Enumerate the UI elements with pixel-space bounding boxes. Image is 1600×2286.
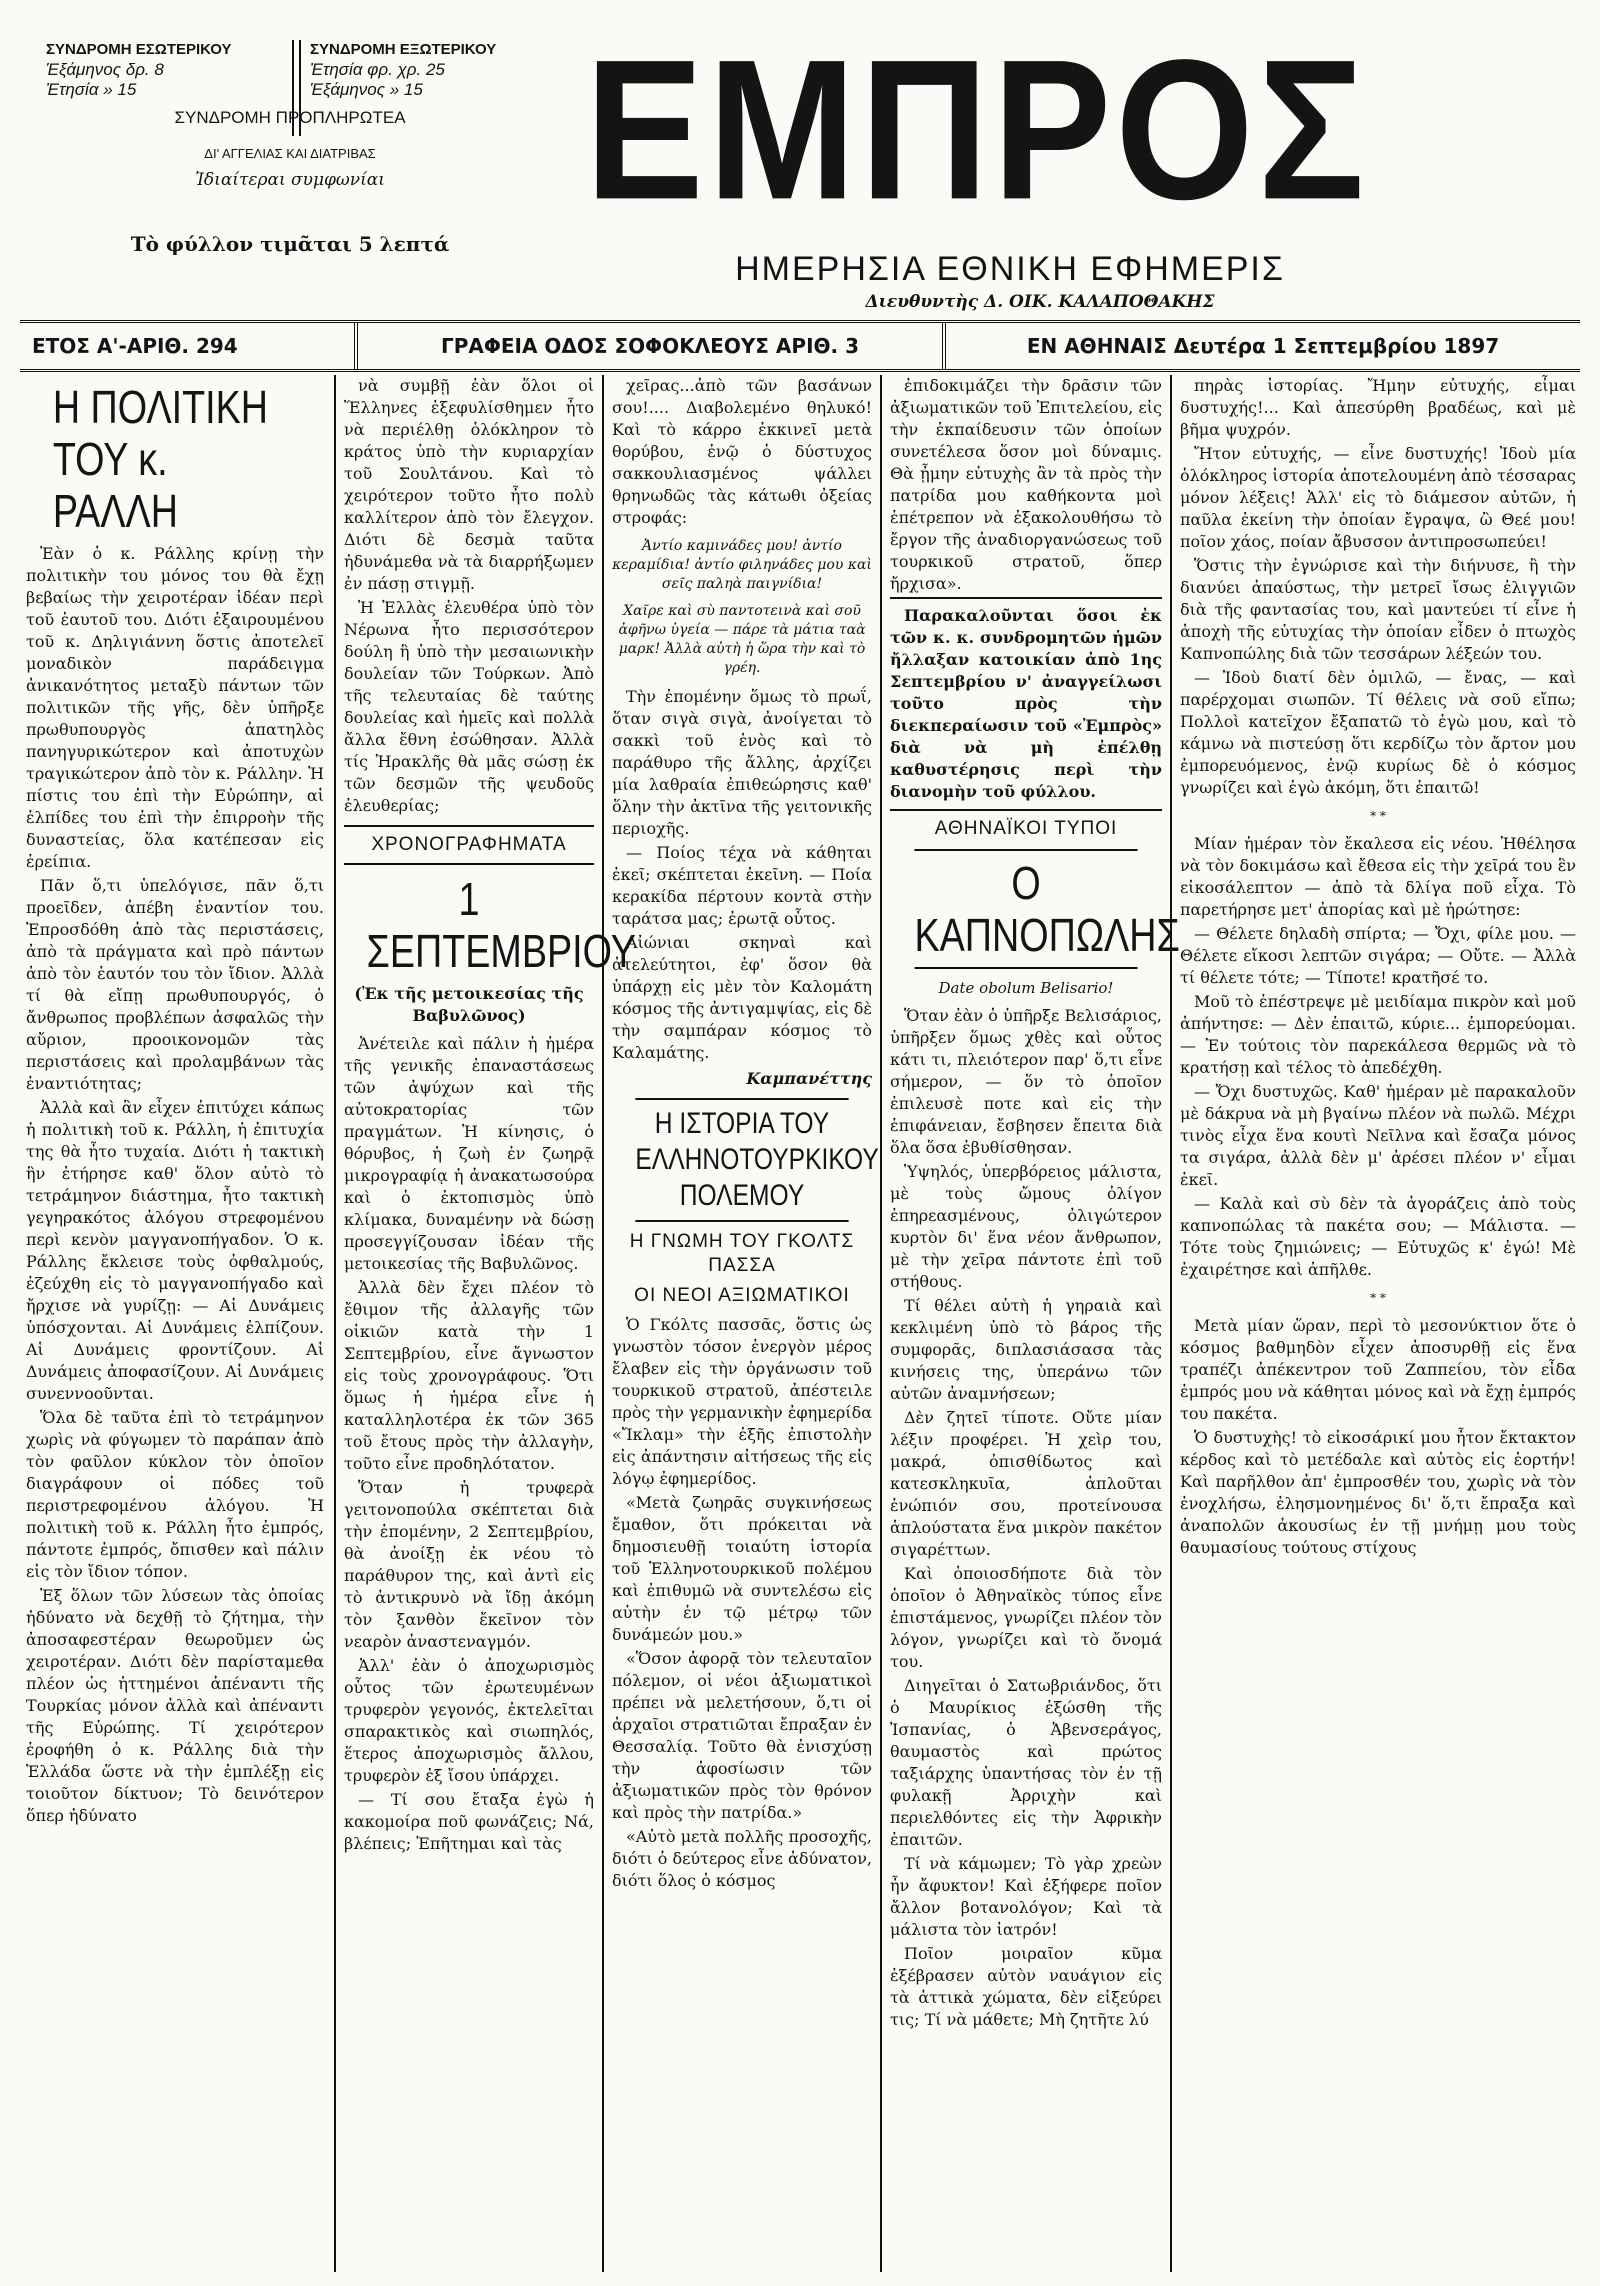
masthead-tagline: ΗΜΕΡΗΣΙΑ ΕΘΝΙΚΗ ΕΦΗΜΕΡΙΣ [735, 250, 1285, 288]
subscriber-notice: Παρακαλοῦνται ὅσοι ἐκ τῶν κ. κ. συνδρομητῶν ἡμῶν ἤλλαξαν κατοικίαν ἀπὸ 1ης Σεπτεμβρίου ν' ἀναγγείλωσι τοῦτο πρὸς τὴν διεκπεραίωσιν τοῦ «Ἐμπρὸς» διὰ νὰ μὴ ἐπέλθῃ καθυστέρησις περὶ τὴν διανομὴν τοῦ φύλλου. [890, 597, 1162, 811]
masthead-title: ΕΜΠΡΟΣ [585, 18, 1369, 241]
subscription-domestic [46, 40, 278, 100]
domestic-year: Ἐτησία » 15 [46, 80, 137, 99]
article-paragraph: Διηγεῖται ὁ Σατωβριάνδος, ὅτι ὁ Μαυρίκιος ἐξώσθη τῆς Ἰσπανίας, ὁ Ἀβενσεράγος, θαυμαστὸς καὶ πρώτος ταξιάρχης ὑπαντήσας τὸν ἐν τῇ φυλακῇ Ἀρριχὴν καὶ περιελθόντες εἰς τὴν Ἀφρικὴν ἐπαιτῶν. [890, 1676, 1162, 1849]
column-rule [1170, 375, 1172, 2272]
article-paragraph: Τὴν ἐπομένην ὅμως τὸ πρωΐ, ὅταν σιγὰ σιγὰ, ἀνοίγεται τὸ σακκὶ τοῦ ἑνὸς καὶ τὸ παράθυρο τῆς ἄλλης, ἀρχίζει μία λαθραία ἐπιθεώρησις καθ' ὅλην τὴν ἀκτῖνα τῆς γειτονικῆς περιοχῆς. [612, 687, 872, 838]
article-headline-ralli: Η ΠΟΛΙΤΙΚΗ ΤΟΥ κ. ΡΑΛΛΗ [52, 381, 269, 537]
foreign-title: ΣΥΝΔΡΟΜΗ ΕΞΩΤΕΡΙΚΟΥ [310, 41, 497, 58]
domestic-title: ΣΥΝΔΡΟΜΗ ΕΣΩΤΕΡΙΚΟΥ [46, 41, 232, 58]
article-paragraph: Ἀλλὰ καὶ ἂν εἶχεν ἐπιτύχει κάπως ἡ πολιτικὴ τοῦ κ. Ράλλη, ἡ ἐπιτυχία της θὰ ἦτο τυχαία. Διότι ἡ τακτικὴ ἣν ἐτήρησε καθ' ὅλον αὐτὸ τὸ τετράμηνον διάστημα, ἦτο τακτικὴ γεγηρακότος ἀλόγου στρεφομένου περὶ κενὸν μαγγανοπήγαδον. Ὁ κ. Ράλλης ἔκλεισε τοὺς ὀφθαλμούς, ἐζεύχθη εἰς τὸ μαγγανοπήγαδο καὶ ἤρχισε νὰ γυρίζῃ: — Αἱ Δυνάμεις ὑπόσχονται. Αἱ Δυνάμεις ἐλπίζουν. Αἱ Δυνάμεις φροντίζουν. Αἱ Δυνάμεις ἀποφασίζουν. Αἱ Δυνάμεις συνεννοοῦνται. [26, 1098, 324, 1403]
article-paragraph: Ὁ Γκόλτς πασσᾶς, ὅστις ὡς γνωστὸν τόσον ἐνεργὸν μέρος ἔλαβεν εἰς τὴν ὀργάνωσιν τοῦ τουρκικοῦ στρατοῦ, ἀπέστειλε πρὸς τὴν γερμανικὴν ἐφημερίδα «Ἴκλαμ» τὴν ἐξῆς ἐπιστολὴν εἰς ἀπάντησιν αἰτήσεως τῆς εἰς λόγῳ ἐφημερίδος. [612, 1315, 872, 1488]
article-paragraph: Ἀλλὰ δὲν ἔχει πλέον τὸ ἔθιμον τῆς ἀλλαγῆς τῶν οἰκιῶν κατὰ τὴν 1 Σεπτεμβρίου, εἶνε ἄγνωστον εἰς τοὺς χρονογράφους. Ὅτι ὅμως ἡ ἡμέρα εἶνε ἡ καταλληλοτέρα ἐκ τῶν 365 τοῦ ἔτους πρὸς τὴν ἀλλαγὴν, τοῦτο εἶνε προδηλότατον. [344, 1278, 594, 1473]
article-paragraph: πηρὰς ἱστορίας. Ἤμην εὐτυχής, εἶμαι δυστυχής!... Καὶ ἀπεσύρθη βραδέως, καὶ μὲ βῆμα ψυχρόν. [1180, 376, 1576, 439]
article-paragraph: — Ὄχι δυστυχῶς. Καθ' ἡμέραν μὲ παρακαλοῦν μὲ δάκρυα νὰ μὴ βγαίνω πλέον νὰ πωλῶ. Μέχρι τινὸς εἶχα ἕνα κουτὶ Νεῖλνα καὶ ἔσαζα μόνος τα σιγάρα, ἀλλὰ δὲν μ' ἀρέσει πλέον ν' εἶμαι ἐκεῖ. [1180, 1082, 1576, 1189]
author-signature: Καμπανέττης [746, 1069, 872, 1088]
foreign-year: Ἐτησία φρ. χρ. 25 [310, 60, 445, 79]
article-subhead-officers: ΟΙ ΝΕΟΙ ΑΞΙΩΜΑΤΙΚΟΙ [634, 1285, 850, 1306]
section-separator: * * [1370, 1291, 1386, 1305]
price-note: Τὸ φύλλον τιμᾶται 5 λεπτά [130, 232, 450, 256]
article-paragraph: Ἀλλ' ἐὰν ὁ ἀποχωρισμὸς οὗτος τῶν ἐρωτευμένων τρυφερὸν γεγονός, ἐκτελεῖται σπαρακτικὸς καὶ σιωπηλός, ἕτερος ἀποχωρισμὸς ἄλλου, τρυφερὸν ἐξ ἴσου ὑπάρχει. [344, 1656, 594, 1785]
agreement-note: Ἰδιαίτεραι συμφωνίαι [195, 170, 385, 190]
article-paragraph: «Ὅσον ἀφορᾷ τὸν τελευταῖον πόλεμον, οἱ νέοι ἀξιωματικοὶ πρέπει νὰ μελετήσουν, ὅ,τι οἱ ἀρχαῖοι στρατιῶται ἔπραξαν ἐν Θεσσαλίᾳ. Τοῦτο θὰ ἐνισχύσῃ τὴν ἀφοσίωσιν τῶν ἀξιωματικῶν πρὸς τὸν θρόνον καὶ πρὸς τὴν πατρίδα.» [612, 1649, 872, 1822]
masthead-director: Διευθυντὴς Δ. ΟΙΚ. ΚΑΛΑΠΟΘΑΚΗΣ [865, 292, 1215, 312]
masthead [585, 18, 1369, 241]
section-athenian-types: ΑΘΗΝΑΪΚΟΙ ΤΥΠΟΙ [934, 818, 1118, 839]
article-paragraph: Ὁ δυστυχὴς! τὸ εἰκοσάρικί μου ἦτον ἔκτακτον κέρδος καὶ τὸ μετέδαλε καὶ αὐτὸς εἰς ἑορτήν! Καὶ παρῆλθον ἀπ' ἐμπροσθέν του, χωρὶς νὰ τὸν ἐνοχλήσω, ἐλησμονημένος δι' ὅ,τι ἔπραξα καὶ ἀναπολῶν ἀκουσίως ἐν τῇ μνήμῃ μου τοὺς θαυμασίους τούτους στίχους [1180, 1428, 1576, 1557]
dialogue-block: — Θέλετε δηλαδὴ σπίρτα; — Ὄχι, φίλε μου. — Θέλετε εἴκοσι λεπτῶν σιγάρα; — Οὔτε. — Ἀλλὰ τί θέλετε τότε; — Τίποτε! κρατῆσέ το. [1180, 924, 1576, 987]
article-paragraph: — Τί σου ἔταξα ἐγὼ ἡ κακομοίρα ποῦ φωνάζεις; Νά, βλέπεις; Ἐπῆτημαι καὶ τὰς [344, 1790, 594, 1853]
article-paragraph: Ἡ Ἑλλὰς ἐλευθέρα ὑπὸ τὸν Νέρωνα ἦτο περισσότερον δούλη ἢ ὑπὸ τὴν μεσαιωνικὴν δουλείαν τῶν Τούρκων. Ἀπὸ τῆς τελευταίας δὲ ταύτης δουλείας καὶ ἡμεῖς καὶ πολλὰ ἄλλα ἔθνη ἐσώθησαν. Ἀλλὰ τίς Ἡρακλῆς θὰ μᾶς σώσῃ ἐκ τῶν δεσμῶν τῆς ψευδοῦς ἐλευθερίας; [344, 598, 594, 815]
poem-verse: Χαῖρε καὶ σὺ παντοτεινὰ καὶ σοῦ ἀφῆνω ὑγεία — πάρε τὰ μάτια ταὰ μαρκ! Ἀλλὰ αὐτὴ ἡ ὥρα τὴν καὶ τὸ γρέη. [618, 603, 866, 676]
article-paragraph: Τί θέλει αὐτὴ ἡ γηραιὰ καὶ κεκλιμένη ὑπὸ τὸ βάρος τῆς συμφορᾶς, διπλασιάσασα τὰς κινήσεις της, ὑπεράνω τῶν αὐτῶν ἀναμνήσεων; [890, 1296, 1162, 1403]
domestic-half-year: Ἑξάμηνος δρ. 8 [46, 60, 164, 79]
article-paragraph: Μοῦ τὸ ἐπέστρεψε μὲ μειδίαμα πικρὸν καὶ μοῦ ἀπήντησε: — Δὲν ἐπαιτῶ, κύριε... ἐμπορεύομαι. — Ἐν τούτοις τὸν παρεκάλεσα θερμῶς νὰ τὸ κρατήσῃ καὶ τέλος τὸ ἀπεδέχθη. [1180, 992, 1576, 1077]
article-headline-tobacconist: Ο ΚΑΠΝΟΠΩΛΗΣ [914, 849, 1137, 969]
column-rule [602, 375, 604, 2272]
subscription-prepaid: ΣΥΝΔΡΟΜΗ ΠΡΟΠΛΗΡΩΤΕΑ [174, 108, 406, 127]
issue-number: ΕΤΟΣ Α'-ΑΡΙΘ. 294 [32, 334, 238, 358]
column-1 [26, 375, 324, 2272]
article-paragraph: Ἐξ ὅλων τῶν λύσεων τὰς ὁποίας ἠδύνατο νὰ δεχθῇ τὸ ζήτημα, τὴν ἀποσαφεστέραν θεωροῦμεν ὡς χειροτέραν. Διότι δὲν παρίσταμεθα πλέον ὡς ἡττημένοι ἀπέναντι τῆς Τουρκίας μόνον ἀλλὰ καὶ ἀπέναντι τῆς Εὐρώπης. Τί χειρότερον ἐροφήθη ὁ κ. Ράλλης διὰ τὴν Ἑλλάδα ὥστε νὰ τὴν ἐμπλέξῃ εἰς τοιοῦτον δίκτυον; Τὸ δεινότερον ὅπερ ἠδύνατο [26, 1586, 324, 1825]
poem-verse: Ἀντίο καμινάδες μου! ἀντίο κεραμίδια! ἀντίο φιληνάδες μου καὶ σεῖς παληὰ παιγνίδια! [612, 538, 872, 592]
article-paragraph: Ποῖον μοιραῖον κῦμα ἐξέβρασεν αὐτὸν ναυάγιον εἰς τὰ ἀττικὰ χώματα, δὲν εἰξεύρει τις; Τί νὰ μάθετε; Μὴ ζητῆτε λύ [890, 1944, 1162, 2029]
article-paragraph: — Ἰδοὺ διατί δὲν ὁμιλῶ, — ἔνας, — καὶ παρέρχομαι σιωπῶν. Τί θέλεις νὰ σοῦ εἴπω; Πολλοὶ κατεῖχον ἔξαπατῶ τὸ ἐγὼ μου, καὶ τὸ κάμνω νὰ πιστεύσῃ ὅτι κερδίζω τὸν ἄρτον μου ἐμπορευόμενος, ἐνῷ κυρίως δὲ ὁ κόσμος γνωρίζει καὶ ἐγὼ ἀκόμη, ὅτι ἐπαιτῶ! [1180, 668, 1576, 797]
article-paragraph: Ἤτον εὐτυχής, — εἶνε δυστυχής! Ἰδοὺ μία ὁλόκληρος ἱστορία ἀποτελουμένη ἀπὸ τέσσαρας μόνον λέξεις! Ἀλλ' εἰς τὸ διάμεσον αὐτῶν, ἡ παῦλα ἐκείνη τὴν ὁποίαν ἔγραψα, ὢ Θεέ μου! ποῖον χάος, ποίαν ἄβυσσον ἀντιπροσωπεύει! [1180, 444, 1576, 551]
section-chronographimata: ΧΡΟΝΟΓΡΑΦΗΜΑΤΑ [344, 825, 594, 865]
article-paragraph: Καὶ ὁποιοσδήποτε διὰ τὸν ὁποῖον ὁ Ἀθηναϊκὸς τύπος εἶνε ἐπιστάμενος, γνωρίζει πλέον τὸν λόγον, γνωρίζει καὶ τὸ ὄνομά του. [890, 1564, 1162, 1671]
article-paragraph: Ὑψηλός, ὑπερβόρειος μάλιστα, μὲ τοὺς ὤμους ὀλίγον ἐπηρεασμένους, ὀλιγώτερον κυρτὸν δι' ἕνα νέον ἄνθρωπον, μὲ τὴν χεῖρα πάντοτε ἐπὶ τοῦ στήθους. [890, 1162, 1162, 1291]
article-paragraph: Ἀνέτειλε καὶ πάλιν ἡ ἡμέρα τῆς γενικῆς ἐπαναστάσεως τῶν ἀψύχων καὶ τῆς αὐτοκρατορίας τῶν πραγμάτων. Ἡ κίνησις, ὁ θόρυβος, ἡ ζωὴ ἐν ζωηρᾷ μικρογραφίᾳ ἡ ἀνακατωσούρα καὶ ὁ ἐκτοπισμὸς ὑπὸ κλίμακα, δυναμένην νὰ δώσῃ προσεγγίζουσαν ἰδέαν τῆς μετοικεσίας τῆς Βαβυλῶνος. [344, 1034, 594, 1273]
article-paragraph: Δὲν ζητεῖ τίποτε. Οὔτε μίαν λέξιν προφέρει. Ἡ χεὶρ του, μακρά, ὀπισθίδωτος καὶ κατεσκληκυῖα, ἁπλοῦται ἐνώπιόν σου, προτείνουσα ἁπλούστατα ἕνα μικρὸν πακέτον σιγαρέττων. [890, 1408, 1162, 1559]
issue-date: ΕΝ ΑΘΗΝΑΙΣ Δευτέρα 1 Σεπτεμβρίου 1897 [942, 323, 1580, 369]
article-paragraph: Ὅταν ἐὰν ὁ ὑπῆρξε Βελισάριος, ὑπῆρξεν ὅμως χθὲς καὶ οὗτος κάτι τι, πλειότερον παρ' ὅ,τι εἶνε σήμερον, — ὅν τὸ ὁποῖον ἐπιλευσὲ ποτε καὶ εἰς τὴν ἐπιφάνειαν, ἔσβησεν ἔπειτα διὰ ὅλα ὅσα ἐβυθίσθησαν. [890, 1006, 1162, 1157]
column-5 [1180, 375, 1576, 2272]
column-3 [612, 375, 879, 2272]
info-bar [20, 320, 1580, 372]
column-rule [334, 375, 336, 2272]
article-subhead-goltz: Η ΓΝΩΜΗ ΤΟΥ ΓΚΟΛΤΣ ΠΑΣΣΑ [629, 1231, 855, 1276]
article-headline-september: 1 ΣΕΠΤΕΜΒΡΙΟΥ [366, 873, 636, 977]
ads-note: ΔΙ' ΑΓΓΕΛΙΑΣ ΚΑΙ ΔΙΑΤΡΙΒΑΣ [204, 146, 376, 161]
article-headline-war-history: Η ΙΣΤΟΡΙΑ ΤΟΥ ΕΛΛΗΝΟΤΟΥΡΚΙΚΟΥ ΠΟΛΕΜΟΥ [635, 1098, 848, 1222]
article-paragraph: νὰ συμβῇ ἐὰν ὅλοι οἱ Ἕλληνες ἐξεφυλίσθημεν ἦτο νὰ περιέλθῃ ὁλόκληρον τὸ κράτος ὑπὸ τὴν κυριαρχίαν τοῦ Σουλτάνου. Καὶ τὸ χειρότερον τοῦτο ἦτο πολὺ καλλίτερον ἀπὸ τὸν ἔλεγχον. Διότι δὲ δεσμὰ ταῦτα ἠδυνάμεθα νὰ τὰ διαρρήξωμεν ἐν πάσῃ στιγμῇ. [344, 376, 594, 593]
column-4 [890, 375, 1180, 2272]
article-paragraph: «Μετὰ ζωηρᾶς συγκινήσεως ἔμαθον, ὅτι πρόκειται νὰ δημοσιευθῇ τοιαύτη ἱστορία τοῦ Ἑλληνοτουρκικοῦ πολέμου καὶ ἐπιθυμῶ νὰ συντελέσω εἰς αὐτὴν ἐν τῷ μέτρῳ τῶν δυνάμεών μου.» [612, 1493, 872, 1644]
article-paragraph: Ἐὰν ὁ κ. Ράλλης κρίνῃ τὴν πολιτικὴν του μόνος του θὰ ἔχῃ βεβαίως τὴν χειροτέραν ἰδέαν περὶ τοῦ ἑαυτοῦ του. Διότι ἐξαιρουμένου τοῦ κ. Δηλιγιάννη ὅστις ἀποτελεῖ μοναδικὸν παράδειγμα ἀνικανότητος μεταξὺ πάντων τῶν πολιτικῶν τῆς γῆς, δὲν ὑπῆρξε πρωθυπουργὸς ἀπατηλὸς πανηγυρικώτερον καὶ ἀποτυχὼν τραγικώτερον ἀπὸ τὸν κ. Ράλλην. Ἡ πίστις του ἐπὶ τὴν Εὐρώπην, αἱ ἐλπίδες του ἐπὶ τὴν ἐπιρροὴν τῆς δυναστείας, ὅλα κατέπεσαν εἰς ἐρείπια. [26, 544, 324, 871]
article-paragraph: — Ποίος τέχα νὰ κάθηται ἐκεῖ; σκέπτεται ἐκεῖνη. — Ποία κερακίδα πέρτουν κοντὰ στὴν ταράτσα μας; ἐρωτᾷ οὗτος. [612, 843, 872, 928]
article-paragraph: Ὅταν ἡ τρυφερὰ γειτονοπούλα σκέπτεται διὰ τὴν ἐπομένην, 2 Σεπτεμβρίου, θὰ ἀνοίξῃ ἐκ νέου τὸ παράθυρον της, καὶ ἀντὶ εἰς τὸ ἀντικρυνὸ νὰ ἴδῃ ἀκόμη τὸν ξανθὸν ἔκεῖνον τὸν νεαρὸν ἀναστεναγμόν. [344, 1478, 594, 1651]
article-paragraph: Μίαν ἡμέραν τὸν ἔκαλεσα εἰς νέου. Ἠθέλησα νὰ τὸν δοκιμάσω καὶ ἔθεσα εἰς τὴν χεῖρά του ἓν εἰκοσάλεπτον — ἀπὸ τὰ δλίγα ποῦ εἶχα. Τὸ παρετήρησε μετ' ἀπορίας καὶ μὲ ἠρώτησε: [1180, 834, 1576, 919]
article-paragraph: Τί νὰ κάμωμεν; Τὸ γὰρ χρεὼν ἦν ἄφυκτον! Καὶ ἐξήφερε ποῖον ἄλλον βοτανολόγον; Καὶ τὰ μάλιστα τὸν ἰατρόν! [890, 1854, 1162, 1939]
article-paragraph: «Αὐτὸ μετὰ πολλῆς προσοχῆς, διότι ὁ δεύτερος εἶνε ἀδύνατον, διότι ὅλος ὁ κόσμος [612, 1827, 872, 1890]
article-epigraph: Date obolum Belisario! [938, 979, 1114, 997]
article-paragraph: Πᾶν ὅ,τι ὑπελόγισε, πᾶν ὅ,τι προεῖδεν, ἀπέβη ἐναντίον του. Ἐπροσδόθη ἀπὸ τὰς περιστάσεις, ἀπὸ τὰ πράγματα καὶ πρὸ πάντων ἀπὸ τὸν ἑαυτόν του τὸν ἴδιον. Ἀλλὰ τί θὰ εἴπῃ πρωθυπουργός, ὁ ἄνθρωπος προβλέπων ἀσφαλῶς τὴν αὔριον, προοικονομῶν τὰς περιστάσεις καὶ προλαμβάνων τὰς ἐναντιότητας; [26, 876, 324, 1093]
section-separator: * * [1370, 809, 1386, 823]
article-subhead: (Ἐκ τῆς μετοικεσίας τῆς Βαβυλῶνος) [354, 984, 584, 1025]
article-paragraph: ἐπιδοκιμάζει τὴν δρᾶσιν τῶν ἀξιωματικῶν τοῦ Ἐπιτελείου, εἰς τὴν ἐκπαίδευσιν τῶν ὁποίων συνετέλεσα ὅσον μοὶ δύναμις. Θὰ ᾖμην εὐτυχὴς ἂν τὰ πρὸς τὴν πατρίδα μου καθήκοντα μοὶ ἐπέτρεπον νὰ ἐξακολουθήσω τὸ ἔργον τῆς ἀναδιοργανώσεως τοῦ τουρκικοῦ στρατοῦ, ὅπερ ἤρχισα». [890, 376, 1162, 593]
foreign-half-year: Ἑξάμηνος » 15 [310, 80, 423, 99]
subscription-foreign [310, 40, 560, 100]
column-rule [880, 375, 882, 2272]
article-paragraph: Ὅλα δὲ ταῦτα ἐπὶ τὸ τετράμηνον χωρὶς νὰ φύγωμεν τὸ παράπαν ἀπὸ τὸν φαῦλον κύκλον τὸν ὁποῖον διαγράφουν οἱ πόδες τοῦ περιστρεφομένου ἀλόγου. Ἡ πολιτικὴ τοῦ κ. Ράλλη ἦτο ἐμπρός, πάντοτε ἐμπρός, ὄπισθεν καὶ πάλιν εἰς τὸν ἴδιον τόπον. [26, 1408, 324, 1581]
article-paragraph: χεῖρας...ἀπὸ τῶν βασάνων σου!.... Διαβολεμένο θηλυκό! Καὶ τὸ κάρρο ἐκκινεῖ μετὰ θορύβου, ἐνῷ ὁ δύστυχος σακκουλιασμένος ψάλλει θρηνωδῶς τὰς κάτωθι ὀξείας στροφάς: [612, 376, 872, 527]
office-address: ΓΡΑΦΕΙΑ ΟΔΟΣ ΣΟΦΟΚΛΕΟΥΣ ΑΡΙΘ. 3 [354, 323, 942, 369]
article-paragraph: Ὅστις τὴν ἐγνώρισε καὶ τὴν διήνυσε, ἢ τὴν διανύει ἀπαύστως, τὴν μετρεῖ ἴσως ἐλιγγιῶν διὰ τῆς φαντασίας του, καὶ μαντεύει τί εἶνε ἡ ἀποχὴ τῆς εὐτυχίας τὴν ὁποίαν εἶδεν ὁ πτωχὸς Καπνοπώλης διὰ τῶν τεσσάρων λέξεών του. [1180, 556, 1576, 663]
article-paragraph: Μετὰ μίαν ὥραν, περὶ τὸ μεσονύκτιον ὅτε ὁ κόσμος βαθμηδὸν εἶχεν ἀποσυρθῇ εἰς ἕνα τραπέζι ἀπέκεντρον τοῦ Ζαππείου, τὸν εἶδα ἐμπρός μου νὰ κάθηται μόνος καὶ νὰ ἔχῃ ἐμπρός του πακέτα. [1180, 1316, 1576, 1423]
column-2 [344, 375, 636, 2272]
article-paragraph: — Καλὰ καὶ σὺ δὲν τὰ ἀγοράζεις ἀπὸ τοὺς καπνοπώλας τὰ πακέτα σου; — Μάλιστα. — Τότε τοὺς ζημιώνεις; — Εὐτυχῶς κ' ἐγώ! Μὲ ἐχαιρέτησε καὶ ἀπῆλθε. [1180, 1194, 1576, 1279]
article-paragraph: Αἰώνιαι σκηναὶ καὶ ἀτελεύτητοι, ἐφ' ὅσον θὰ ὑπάρχῃ εἰς μὲν τὸν Καλομάτη κόσμος τῆς ἀντιγαμψίας, εἰς δὲ τὴν σαμπάραν κόσμος τὸ Καλαμάτης. [612, 933, 872, 1062]
